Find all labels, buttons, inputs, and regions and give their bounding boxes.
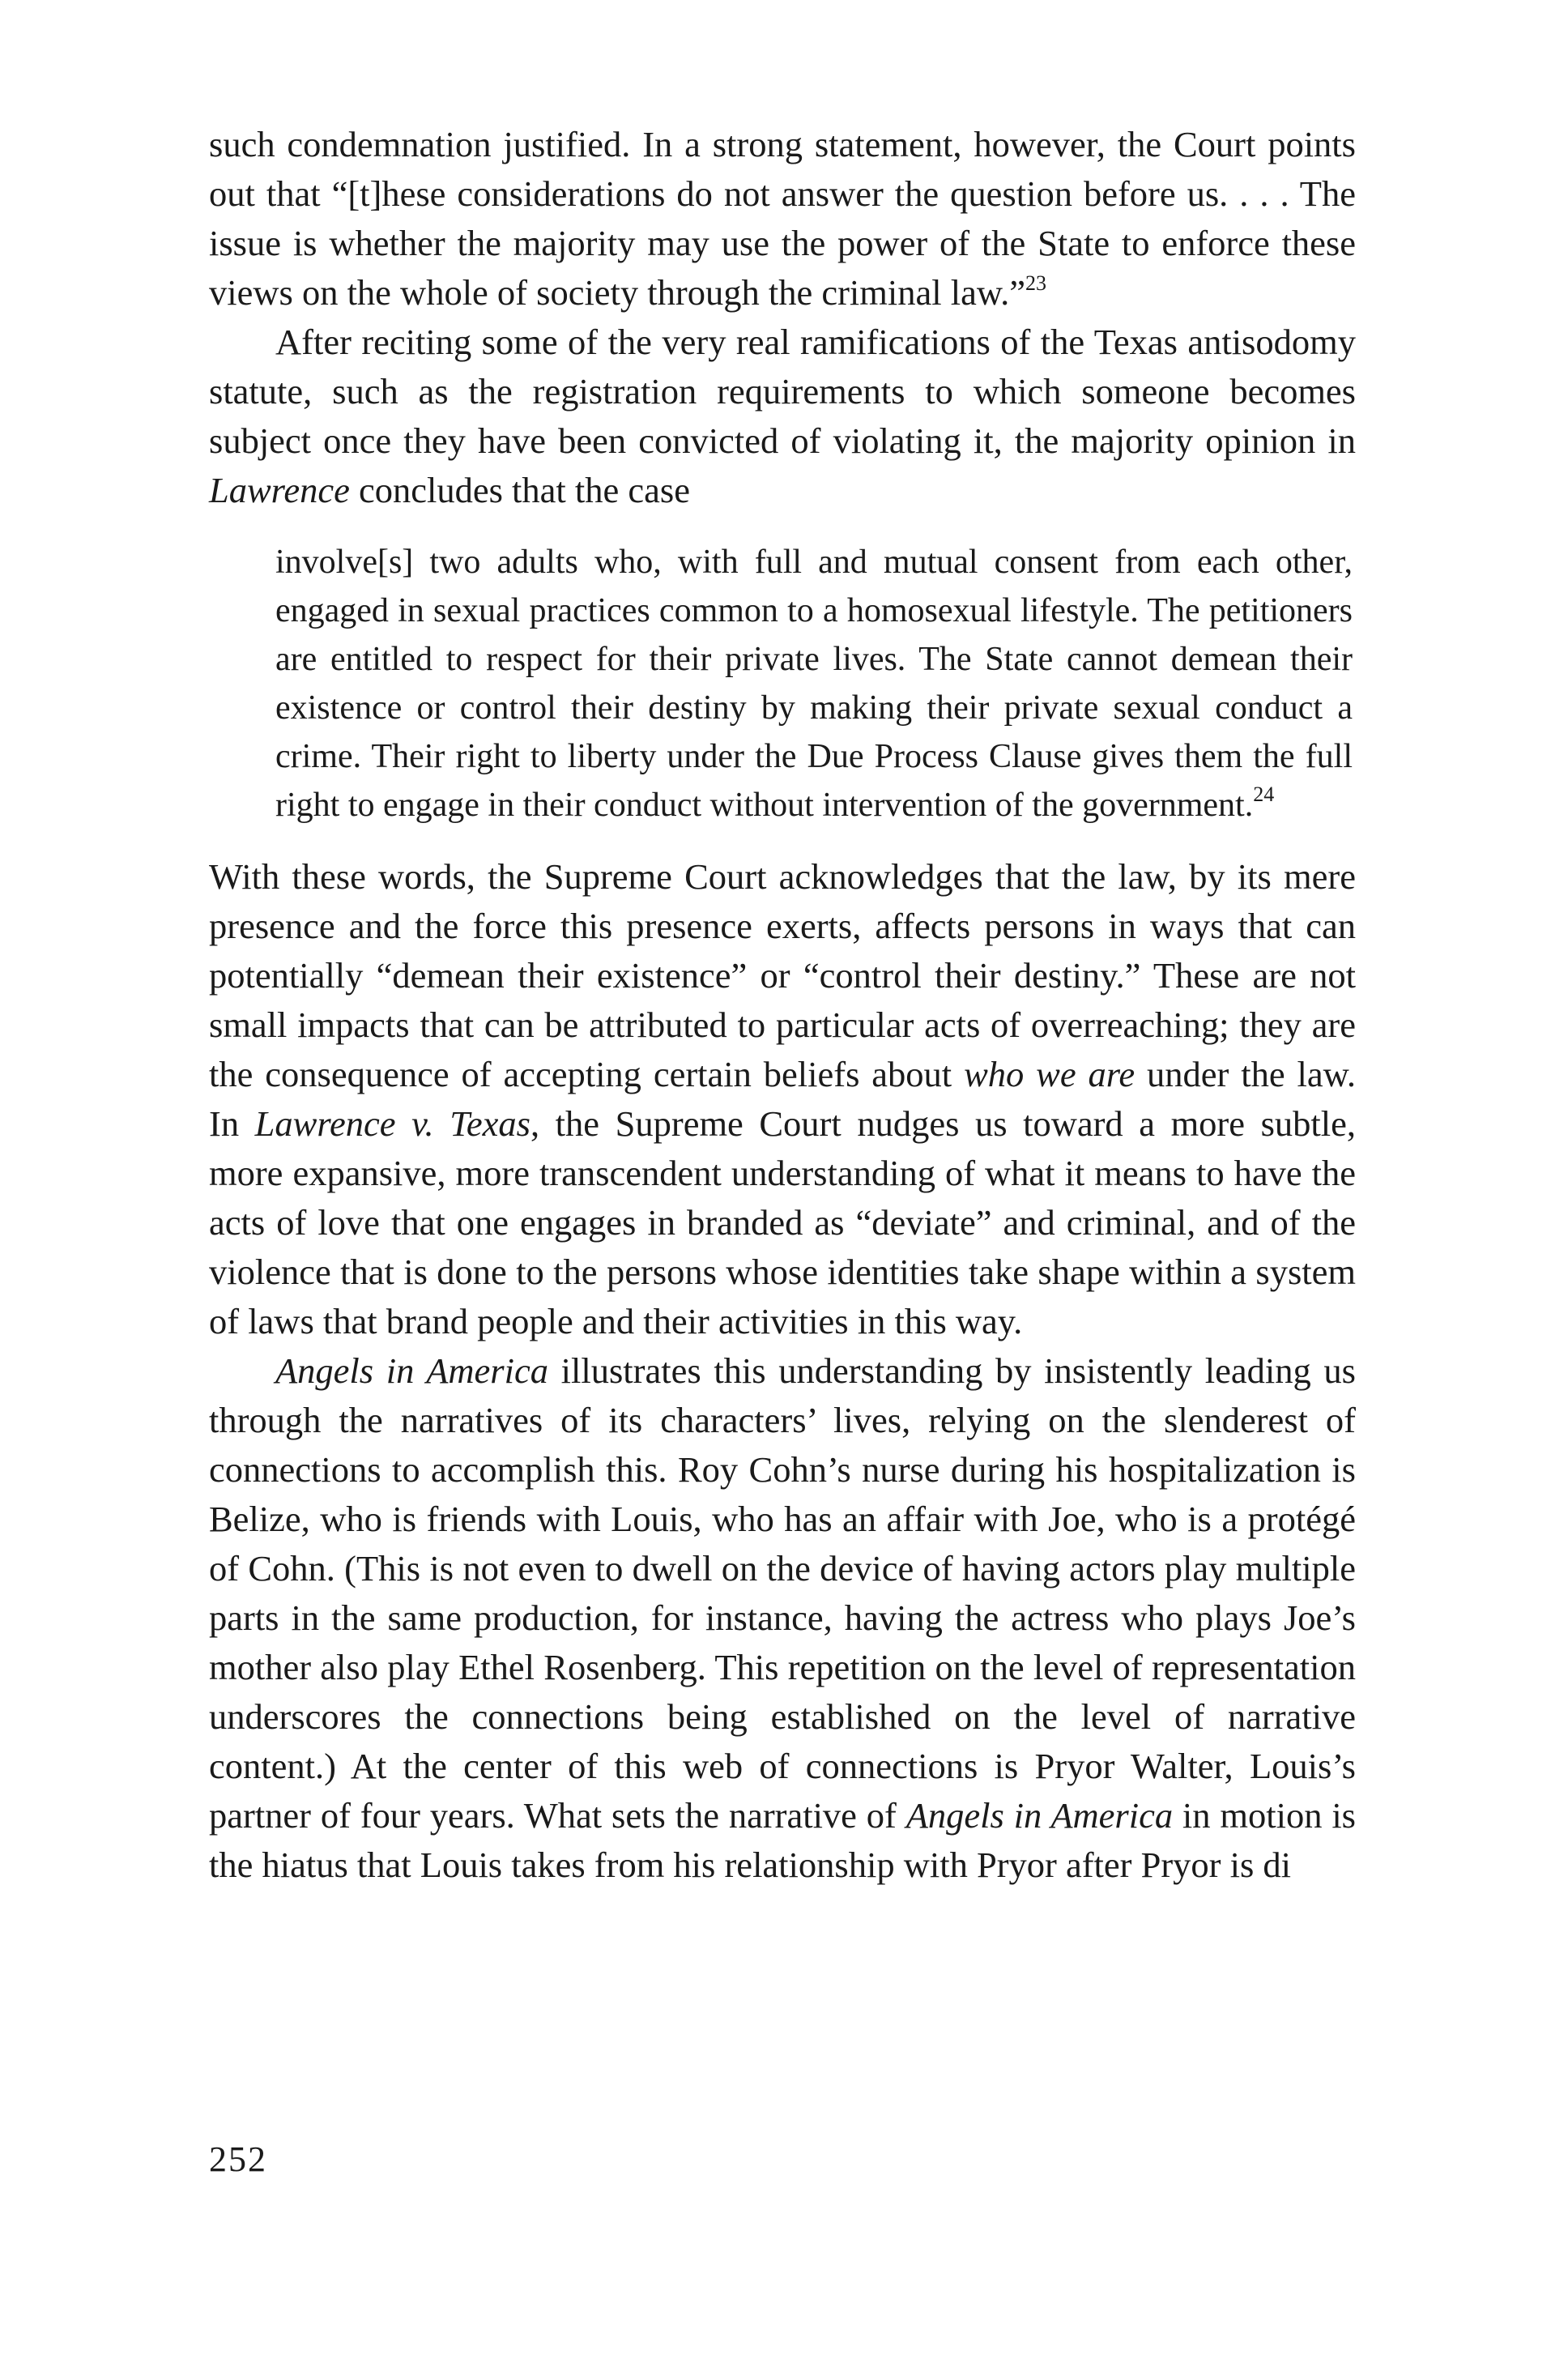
paragraph-4 [209, 1346, 1356, 1890]
paragraph-3-text-c: , the Supreme Court nudges us toward a more subtle, more expansive, more transcendent understanding of what it means to have the acts of love that one engages in branded as “deviate” and criminal, and of the violence that is done to the persons whose identities take shape within a system of laws that brand people and their activities in this way. [209, 1103, 1357, 1341]
paragraph-2-text-a: After reciting some of the very real ramifications of the Texas antisodomy statute, such as the registration requirements to which someone becomes subject once they have been convicted of violating it, the majority opinion in [209, 322, 1356, 461]
paragraph-3-text-b: under the law. In [209, 1054, 1357, 1144]
case-name-lawrence: Lawrence [209, 470, 350, 510]
case-versus: v. [395, 1103, 450, 1144]
case-name-lawrence-2: Lawrence [254, 1103, 396, 1144]
page-body [209, 120, 1356, 1890]
block-quote-text: involve[s] two adults who, with full and mutual consent from each other, engaged in sexual practices common to a homosexual lifestyle. The petitioners are entitled to respect for their private lives. The State cannot demean their existence or control their destiny by making their private sexual conduct a crime. Their right to liberty under the Due Process Clause gives them the full right to engage in their conduct without intervention of the government. [275, 544, 1353, 824]
paragraph-2 [209, 318, 1356, 515]
paragraph-3 [209, 852, 1356, 1346]
paragraph-4-text-a: illustrates this understanding by insistently leading us through the narratives of its characters’ lives, relying on the slenderest of connections to accomplish this. Roy Cohn’s nurse during his hospitalization is Belize, who is friends with Louis, who has an affair with Joe, who is a protégé of Cohn. (This is not even to dwell on the device of having actors play multiple parts in the same production, for instance, having the actress who plays Joe’s mother also play Ethel Rosenberg. This repetition on the level of representation underscores the connections being established on the level of narrative content.) At the center of this web of connections is Pryor Walter, Louis’s partner of four years. What sets the narrative of [209, 1350, 1356, 1836]
title-angels-in-america: Angels in America [275, 1350, 548, 1391]
block-quote [275, 538, 1353, 830]
title-angels-in-america-2: Angels in America [905, 1795, 1174, 1836]
footnote-ref-23: 23 [1025, 271, 1046, 295]
paragraph-4-text-b: in motion is the hiatus that Louis takes from his relationship with Pryor after Pryor is di [209, 1795, 1356, 1885]
case-name-texas: Texas [450, 1103, 530, 1144]
page-number: 252 [209, 2139, 267, 2179]
paragraph-3-text-a: With these words, the Supreme Court acknowledges that the law, by its mere presence and the force this presence exerts, affects persons in ways that can potentially “demean their existence” or “control their destiny.” These are not small impacts that can be attributed to particular acts of overreaching; they are the consequence of accepting certain beliefs about [209, 856, 1356, 1094]
emphasis-who-we-are: who we are [964, 1054, 1136, 1094]
footnote-ref-24: 24 [1253, 783, 1275, 806]
paragraph-2-text-b: concludes that the case [349, 470, 690, 510]
paragraph-1-text: such condemnation justified. In a strong statement, however, the Court points out that “[t]hese considerations do not answer the question before us. . . . The issue is whether the majority may use the power of the State to enforce these views on the whole of society through the criminal law.” [209, 124, 1356, 313]
paragraph-1 [209, 120, 1356, 318]
